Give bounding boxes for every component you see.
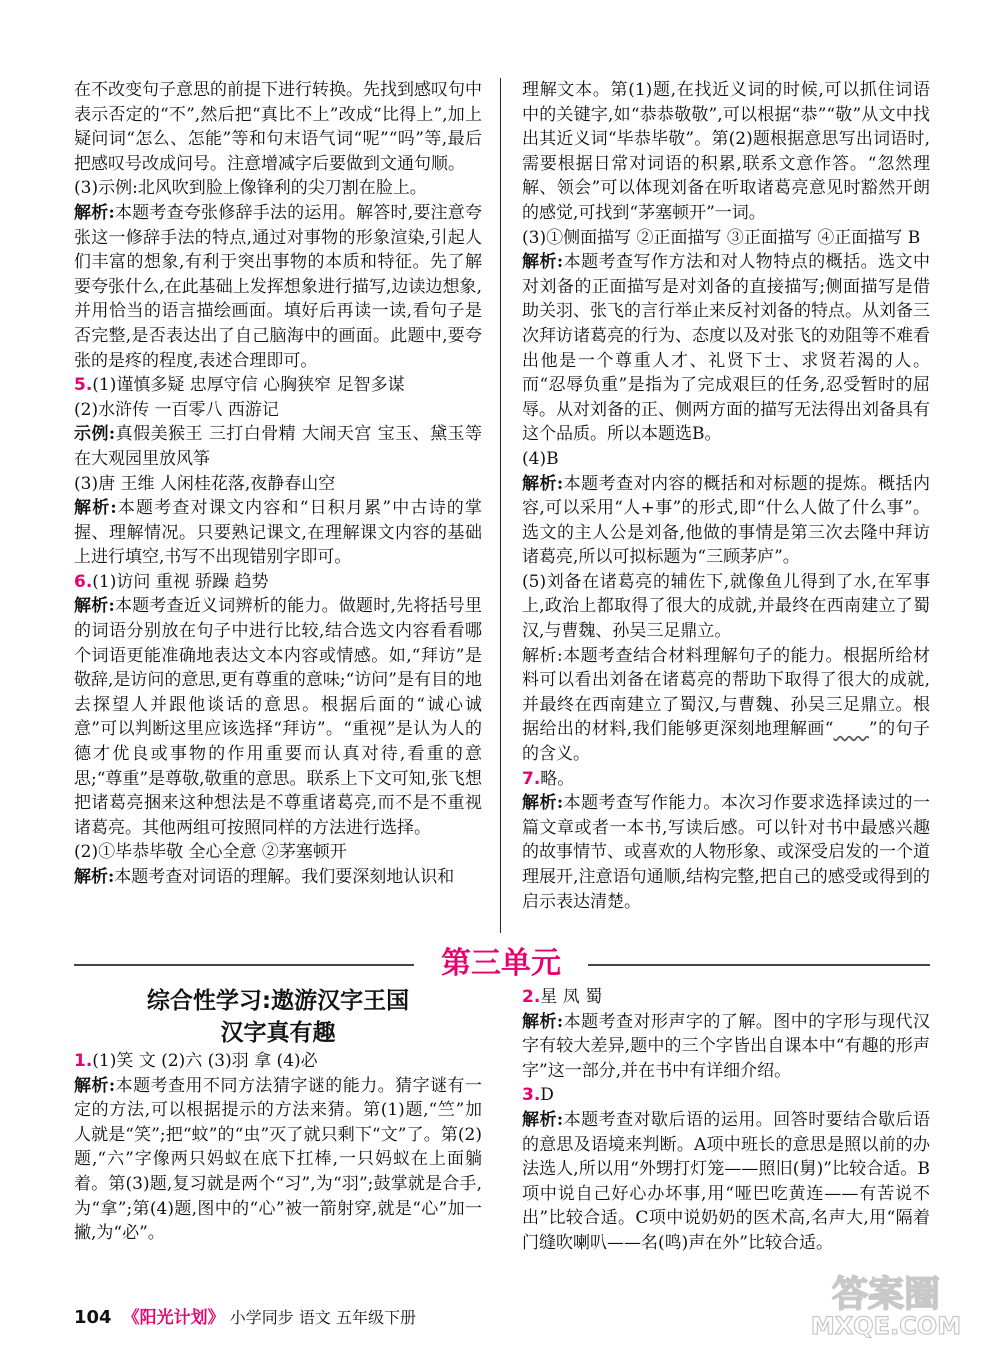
answer-line: (2)水浒传 一百零八 西游记 bbox=[74, 399, 279, 420]
analysis-text: ”的句子的含义。 bbox=[522, 719, 930, 765]
analysis bbox=[522, 644, 930, 767]
analysis: 解析:本题考查写作能力。本次习作要求选择读过的一篇文章或者一本书,写读后感。可以针对书中最感兴趣的故事情节、或喜欢的人物形象、或深受启发的一个道理展开,注意语句通顺,结构完整,把自己的感受或得到的启示表达清楚。 bbox=[522, 793, 931, 912]
watermark-logo bbox=[786, 1266, 986, 1340]
watermark-line2: MXQE.COM bbox=[810, 1312, 962, 1340]
column-divider bbox=[500, 78, 501, 933]
answer-line: 示例:真假美猴王 三打白骨精 大闹天宫 宝玉、黛玉等在大观园里放风筝 bbox=[74, 424, 482, 469]
analysis: 解析:本题考查近义词辨析的能力。做题时,先将括号里的词语分别放在句子中进行比较,结合选文内容看看哪个词语更能准确地表达文本内容或情感。如,“拜访”是敬辞,是访问的意思,更有尊重的意味;“访问”是有目的地去探望人并跟他谈话的意思。根据后面的“诚心诚意”可以判断这里应该选择“拜访”。“重视”是认为人的德才优良或事物的作用重要而认真对待,看重的意思;“尊重”是尊敬,敬重的意思。联系上下文可知,张飞想把诸葛亮捆来这种想法是不尊重诸葛亮,而不是不重视诸葛亮。其他两组可按照同样的方法进行选择。 bbox=[74, 596, 482, 838]
wavy-underline-mark bbox=[834, 719, 869, 739]
section-subtitle: 汉字真有趣 bbox=[220, 1020, 336, 1046]
watermark-line1: 答案圈 bbox=[831, 1274, 941, 1315]
answer-line: (3)唐 王维 人闲桂花落,夜静春山空 bbox=[74, 473, 336, 494]
analysis: 解析:本题考查对词语的理解。我们要深刻地认识和 bbox=[74, 867, 455, 887]
answer-line: (2)①毕恭毕敬 全心全意 ②茅塞顿开 bbox=[74, 842, 347, 863]
unit-banner bbox=[0, 944, 1000, 984]
section-title: 综合性学习:遨游汉字王国 bbox=[146, 988, 410, 1014]
answer-line: (4)B bbox=[522, 448, 559, 469]
right-column bbox=[522, 78, 930, 914]
paragraph: 在不改变句子意思的前提下进行转换。先找到感叹句中表示否定的“不”,然后把“真比不上”改成“比得上”,加上疑问词“怎么、怎能”等和句末语气词“呢”“吗”等,最后把感叹号改成问号。注意增减字后要做到文通句顺。 bbox=[74, 80, 482, 174]
book-info: 小学同步 语文 五年级下册 bbox=[229, 1308, 416, 1327]
analysis: 解析:本题考查用不同方法猜字谜的能力。猜字谜有一定的方法,可以根据提示的方法来猜。第(1)题,“竺”加人就是“笑”;把“蚊”的“虫”灭了就只剩下“文”了。第(2)题,“六”字像两只妈蚁在底下扛棒,一只妈蚁在上面躺着。第(3)题,复习就是两个“习”,为“羽”;鼓掌就是合手,为“拿”;第(4)题,图中的“心”被一箭射穿,就是“心”加一撇,为“必”。 bbox=[74, 1075, 483, 1244]
question-1: 1.(1)笑 文 (2)六 (3)羽 拿 (4)必 bbox=[74, 1051, 318, 1071]
brand-name: 《阳光计划》 bbox=[122, 1308, 225, 1328]
question-2: 2.星 凤 蜀 bbox=[522, 987, 603, 1007]
left-column bbox=[74, 78, 482, 890]
right-bottom-column bbox=[522, 985, 930, 1256]
answer-line: (3)示例:北风吹到脸上像锋利的尖刀割在脸上。 bbox=[74, 178, 427, 199]
question-5: 5.(1)谨慎多疑 忠厚守信 心胸狭窄 足智多谋 bbox=[74, 375, 405, 396]
analysis: 解析:本题考查写作方法和对人物特点的概括。选文中对刘备的正面描写是对刘备的直接描写;侧面描写是借助关羽、张飞的言行举止来反衬刘备的特点。从刘备三次拜访诸葛亮的行为、态度以及对张飞的劝阻等不难看出他是一个尊重人才、礼贤下士、求贤若渴的人。而“忍辱负重”是指为了完成艰巨的任务,忍受暂时的屈辱。从对刘备的正、侧两方面的描写无法得出刘备具有这个品质。所以本题选B。 bbox=[522, 252, 931, 445]
left-bottom-column bbox=[74, 985, 482, 1246]
banner-rule bbox=[588, 964, 930, 966]
analysis: 解析:本题考查夸张修辞手法的运用。解答时,要注意夸张这一修辞手法的特点,通过对事物的形象渲染,引起人们丰富的想象,有利于突出事物的本质和特征。先了解要夸张什么,在此基础上发挥想象进行描写,边读边想象,并用恰当的语言描绘画面。填好后再读一读,看句子是否完整,是否表达出了自己脑海中的画面。此题中,要夸张的是疼的程度,表述合理即可。 bbox=[74, 202, 482, 371]
page-number: 104 bbox=[74, 1307, 112, 1328]
analysis: 解析:本题考查对内容的概括和对标题的提炼。概括内容,可以采用“人+事”的形式,即“什么人做了什么事”。选文的主人公是刘备,他做的事情是第三次去隆中拜访诸葛亮,所以可拟标题为“三顾茅庐”。 bbox=[522, 473, 931, 568]
answer-line: (3)①侧面描写 ②正面描写 ③正面描写 ④正面描写 B bbox=[522, 227, 921, 248]
analysis: 解析:本题考查对歇后语的运用。回答时要结合歇后语的意思及语境来判断。A项中班长的意思是照以前的办法选人,所以用“外甥打灯笼——照旧(舅)”比较合适。B项中说自己好心办坏事,用“哑巴吃黄连——有苦说不出”比较合适。C项中说奶奶的医术高,名声大,用“隔着门缝吹喇叭——名(鸣)声在外”比较合适。 bbox=[522, 1109, 931, 1253]
page-footer bbox=[74, 1303, 416, 1328]
unit-title: 第三单元 bbox=[441, 946, 561, 981]
analysis-text: 解析:本题考查结合材料理解句子的能力。根据所给材料可以看出刘备在诸葛亮的帮助下取得了很大的成就,并最终在西南建立了蜀汉,与曹魏、孙吴三足鼎立。根据给出的材料,我们能够更深刻地理解画“ bbox=[522, 645, 930, 740]
banner-rule bbox=[74, 964, 414, 966]
question-7: 7.略。 bbox=[522, 768, 575, 789]
analysis: 解析:本题考查对形声字的了解。图中的字形与现代汉字有较大差异,题中的三个字皆出自课本中“有趣的形声字”这一部分,并在书中有详细介绍。 bbox=[522, 1011, 931, 1081]
question-6: 6.(1)访问 重视 骄躁 趋势 bbox=[74, 571, 269, 592]
question-3: 3.D bbox=[522, 1085, 554, 1106]
paragraph: 理解文本。第(1)题,在找近义词的时候,可以抓住词语中的关键字,如“恭恭敬敬”,可以根据“恭”“敬”从文中找出其近义词“毕恭毕敬”。第(2)题根据意思写出词语时,需要根据日常对词语的积累,联系文意作答。“忽然理解、领会”可以体现刘备在听取诸葛亮意见时豁然开朗的感觉,可找到“茅塞顿开”一词。 bbox=[522, 80, 930, 223]
analysis: 解析:本题考查对课文内容和“日积月累”中古诗的掌握、理解情况。只要熟记课文,在理解课文内容的基础上进行填空,书写不出现错别字即可。 bbox=[74, 498, 482, 568]
answer-line: (5)刘备在诸葛亮的辅佐下,就像鱼儿得到了水,在军事上,政治上都取得了很大的成就,并最终在西南建立了蜀汉,与曹魏、孙吴三足鼎立。 bbox=[522, 571, 930, 642]
